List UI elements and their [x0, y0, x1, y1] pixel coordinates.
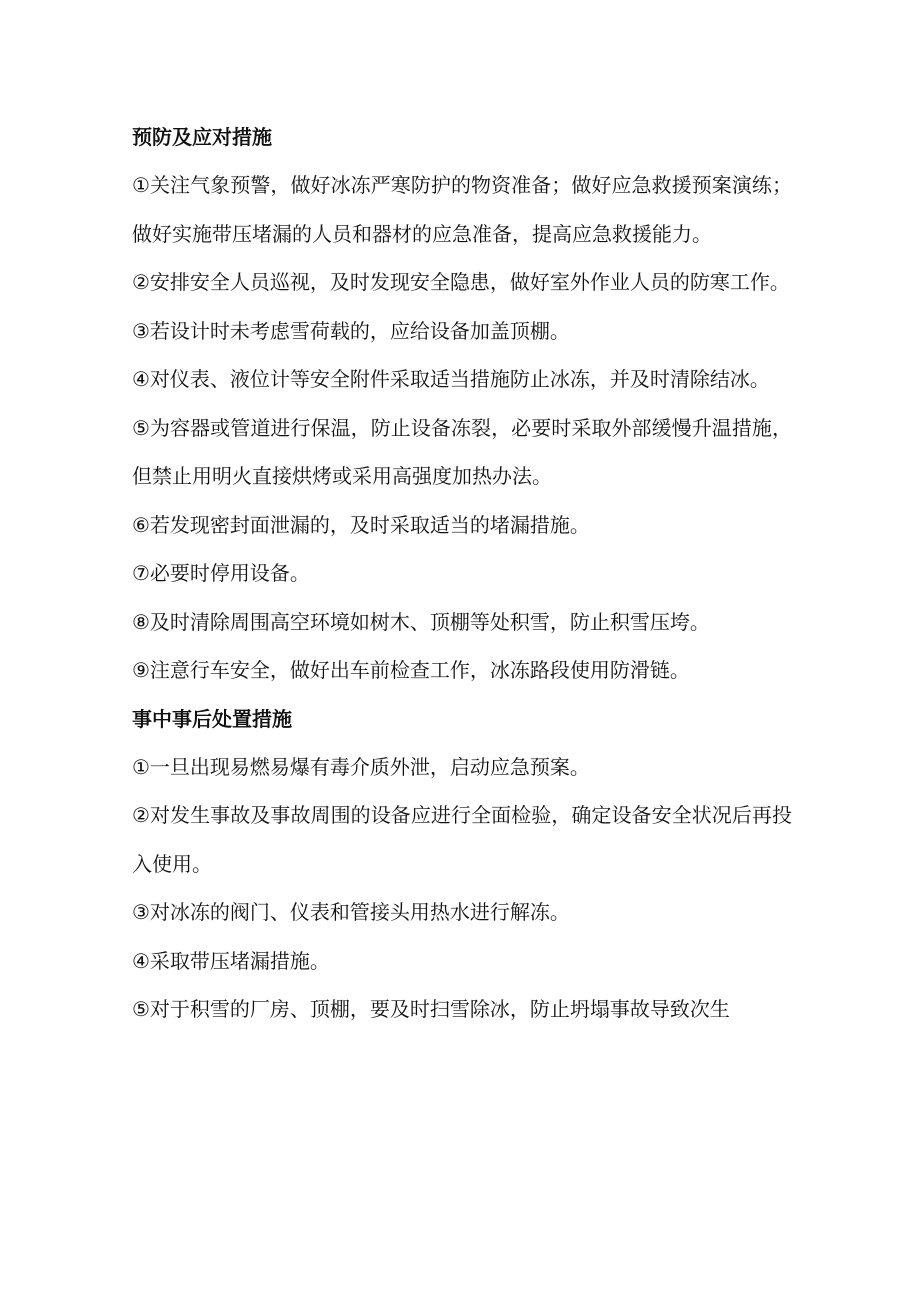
list-item: ⑤对于积雪的厂房、顶棚，要及时扫雪除冰，防止坍塌事故导致次生: [132, 997, 730, 1021]
list-item: ③对冰冻的阀门、仪表和管接头用热水进行解冻。: [132, 900, 570, 924]
list-item: ②对发生事故及事故周围的设备应进行全面检验，确定设备安全状况后再投入使用。: [132, 803, 792, 876]
list-item: ⑨注意行车安全，做好出车前检查工作，冰冻路段使用防滑链。: [132, 658, 690, 682]
list-item: ⑧及时清除周围高空环境如树木、顶棚等处积雪，防止积雪压垮。: [132, 609, 710, 634]
list-item: ③若设计时未考虑雪荷载的，应给设备加盖顶棚。: [132, 318, 570, 343]
list-item: ⑤为容器或管道进行保温，防止设备冻裂，必要时采取外部缓慢升温措施，但禁止用明火直接烘烤或采用高强度加热办法。: [132, 415, 792, 488]
list-item: ⑥若发现密封面泄漏的，及时采取适当的堵漏措施。: [132, 512, 590, 537]
list-item: ②安排安全人员巡视，及时发现安全隐患，做好室外作业人员的防寒工作。: [132, 270, 790, 294]
list-item: ④采取带压堵漏措施。: [132, 948, 330, 973]
document-body: [132, 113, 792, 1034]
list-item: ④对仪表、液位计等安全附件采取适当措施防止冰冻，并及时清除结冰。: [132, 367, 770, 391]
list-item: ⑦必要时停用设备。: [132, 561, 310, 585]
section-heading-prevention: 预防及应对措施: [132, 125, 272, 149]
list-item: ①一旦出现易燃易爆有毒介质外泄，启动应急预案。: [132, 754, 590, 779]
list-item: ①关注气象预警，做好冰冻严寒防护的物资准备；做好应急救援预案演练；做好实施带压堵漏的人员和器材的应急准备，提高应急救援能力。: [132, 173, 792, 246]
section-heading-response: 事中事后处置措施: [132, 706, 292, 731]
